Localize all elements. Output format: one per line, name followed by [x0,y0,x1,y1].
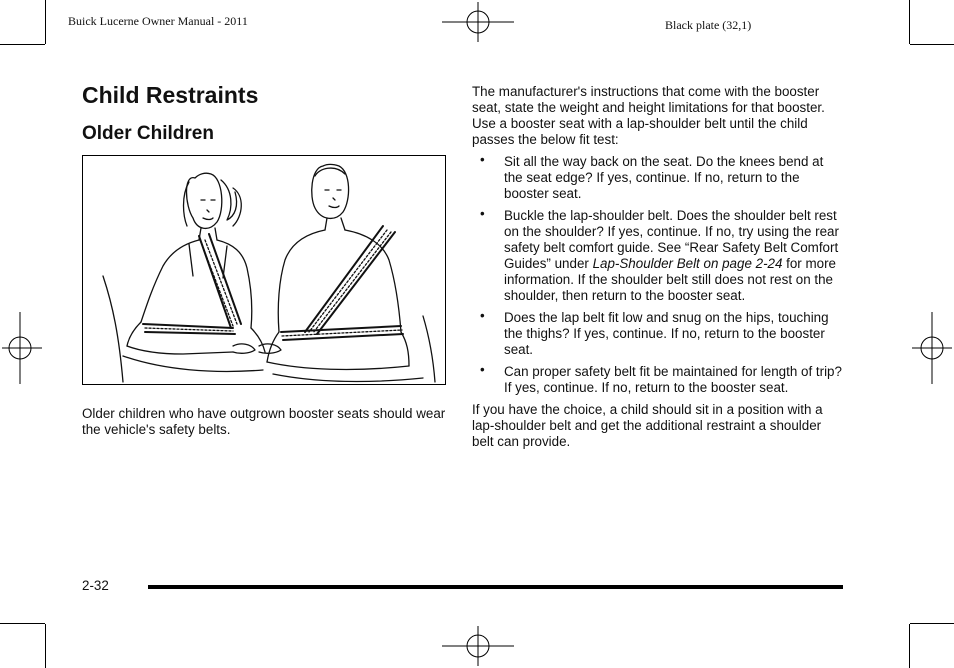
fit-test-list [472,154,844,396]
bullet-icon: • [480,206,485,221]
list-item-text: for more information. If the shoulder belt still does not rest on the shoulder, then return to the booster seat. [504,256,836,303]
closing-paragraph: If you have the choice, a child should sit in a position with a lap-shoulder belt and get the additional restraint a shoulder belt can provide. [472,402,823,449]
children-wearing-belts-drawing [83,156,445,384]
list-item [472,208,844,304]
list-item [472,154,844,202]
crop-mark-bottom-left-h [0,623,45,624]
registration-mark-left [2,312,42,384]
bullet-icon: • [480,362,485,377]
cross-reference-link[interactable]: Lap-Shoulder Belt on page 2-24 [592,256,783,271]
right-column [472,84,844,450]
page-number: 2-32 [82,578,109,593]
registration-mark-right [912,312,952,384]
bullet-icon: • [480,308,485,323]
list-item-text: Buckle the lap-shoulder belt. Does the shoulder belt rest on the shoulder? If yes, continue. If no, try using the rear safety belt comfort guide. See “Rear Safety Belt Comfort Guides” under [504,208,839,271]
registration-mark-top [442,2,514,42]
crop-mark-bottom-right-h [910,623,954,624]
list-item-text: Can proper safety belt fit be maintained for length of trip? If yes, continue. If no, return to the booster seat. [504,364,842,395]
section-title: Child Restraints [82,82,259,108]
crop-mark-top-left-h [0,44,45,45]
subsection-title: Older Children [82,123,214,144]
manual-header: Buick Lucerne Owner Manual - 2011 [68,14,248,28]
intro-paragraph: The manufacturer's instructions that come with the booster seat, state the weight and height limitations for that booster. Use a booster seat with a lap-shoulder belt until the child passes the below fit test: [472,84,825,147]
older-children-paragraph: Older children who have outgrown booster seats should wear the vehicle's safety belts. [82,406,446,437]
child-safety-belt-illustration [82,155,446,385]
footer-rule [148,585,843,589]
crop-mark-top-right-v [909,0,910,44]
plate-header: Black plate (32,1) [665,18,752,32]
list-item-text: Sit all the way back on the seat. Do the knees bend at the seat edge? If yes, continue. If no, return to the booster seat. [504,154,824,201]
crop-mark-top-left-v [45,0,46,44]
registration-mark-bottom [442,626,514,666]
crop-mark-bottom-left-v [45,624,46,668]
bullet-icon: • [480,152,485,167]
list-item [472,310,844,358]
crop-mark-bottom-right-v [909,624,910,668]
crop-mark-top-right-h [910,44,954,45]
list-item [472,364,844,396]
list-item-text: Does the lap belt fit low and snug on the hips, touching the thighs? If yes, continue. If no, return to the booster seat. [504,310,829,357]
